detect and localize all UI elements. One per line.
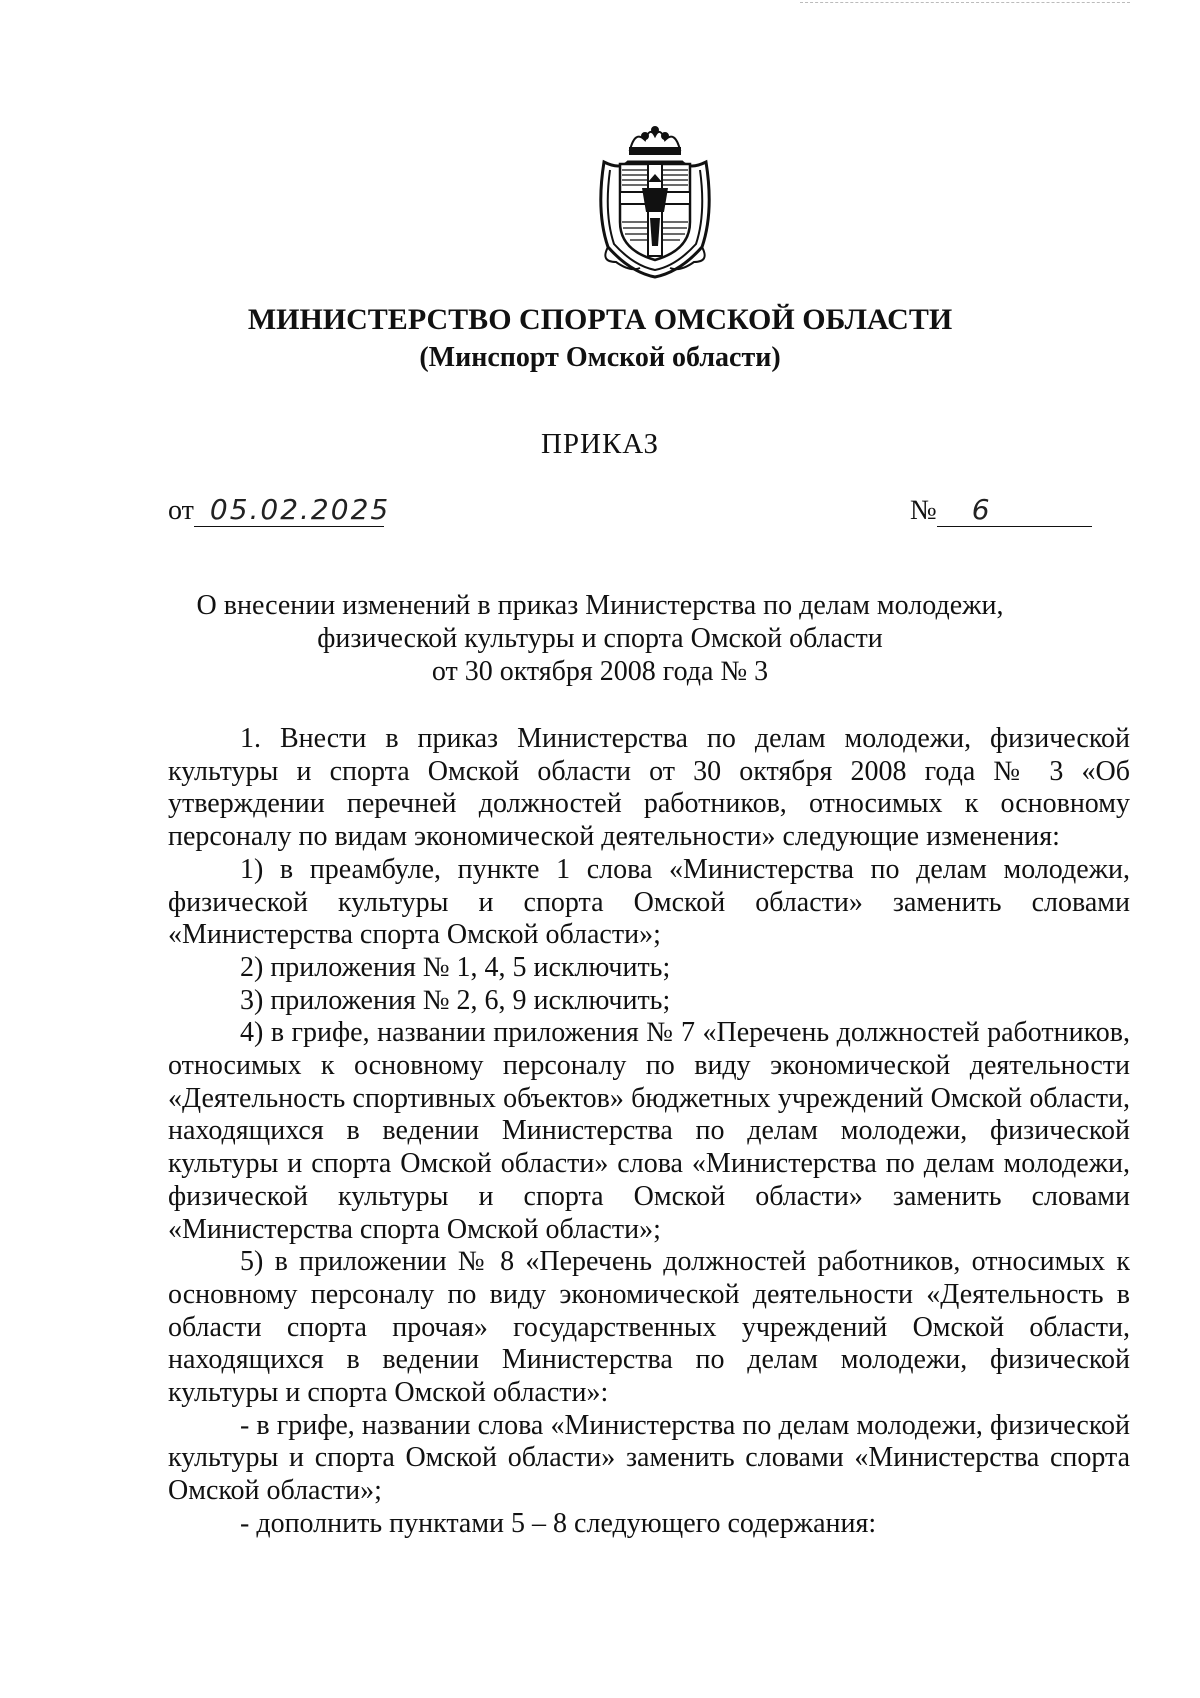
number-label: № bbox=[910, 495, 937, 526]
number-value-handwritten: 6 bbox=[937, 493, 1092, 527]
date-label: от bbox=[168, 495, 194, 526]
body-paragraph-8: - дополнить пунктами 5 – 8 следующего содержания: bbox=[240, 1507, 877, 1539]
body-paragraph-2: 1) в преамбуле, пункте 1 слова «Министерства по делам молодежи, физической культуры и спорта Омской области» заменить словами «Министерства спорта Омской области»; bbox=[168, 853, 1130, 951]
coat-of-arms-icon bbox=[590, 122, 720, 282]
body-paragraph-6: 5) в приложении № 8 «Перечень должностей работников, относимых к основному персоналу по виду экономической деятельности «Деятельность в области спорта прочая» государственных учреждений Омской области, находящихся в ведении Министерства по делам молодежи, физической культуры и спорта Омской области»: bbox=[168, 1246, 1130, 1409]
body-paragraph-3: 2) приложения № 1, 4, 5 исключить; bbox=[240, 951, 671, 983]
organization-short-name: (Минспорт Омской области) bbox=[419, 342, 781, 373]
date-value-handwritten: 05.02.2025 bbox=[194, 493, 384, 527]
number-field bbox=[910, 493, 1092, 527]
subject-line-2: физической культуры и спорта Омской области bbox=[317, 623, 883, 654]
subject-line-3: от 30 октября 2008 года № 3 bbox=[431, 656, 769, 687]
scan-edge-line bbox=[800, 2, 1130, 3]
date-field bbox=[168, 493, 391, 527]
body-paragraph-5: 4) в грифе, названии приложения № 7 «Перечень должностей работников, относимых к основному персоналу по виду экономической деятельности «Деятельность спортивных объектов» бюджетных учреждений Омской области, находящихся в ведении Министерства по делам молодежи, физической культуры и спорта Омской области» слова «Министерства по делам молодежи, физической культуры и спорта Омской области» заменить словами «Министерства спорта Омской области»; bbox=[168, 1017, 1130, 1245]
document-type-title: ПРИКАЗ bbox=[540, 428, 660, 460]
body-paragraph-4: 3) приложения № 2, 6, 9 исключить; bbox=[240, 984, 671, 1016]
body-paragraph-1: 1. Внести в приказ Министерства по делам молодежи, физической культуры и спорта Омской области от 30 октября 2008 года № 3 «Об утверждении перечней должностей работников, относимых к основному персоналу по видам экономической деятельности» следующие изменения: bbox=[168, 723, 1130, 853]
document-body bbox=[168, 723, 1130, 1541]
body-paragraph-7: - в грифе, названии слова «Министерства по делам молодежи, физической культуры и спорта Омской области» заменить словами «Министерства спорта Омской области»; bbox=[168, 1409, 1130, 1507]
coat-of-arms-emblem bbox=[590, 122, 720, 282]
organization-name: МИНИСТЕРСТВО СПОРТА ОМСКОЙ ОБЛАСТИ bbox=[247, 303, 953, 336]
subject-line-1: О внесении изменений в приказ Министерства по делам молодежи, bbox=[196, 590, 1004, 621]
document-subject bbox=[0, 589, 1200, 688]
